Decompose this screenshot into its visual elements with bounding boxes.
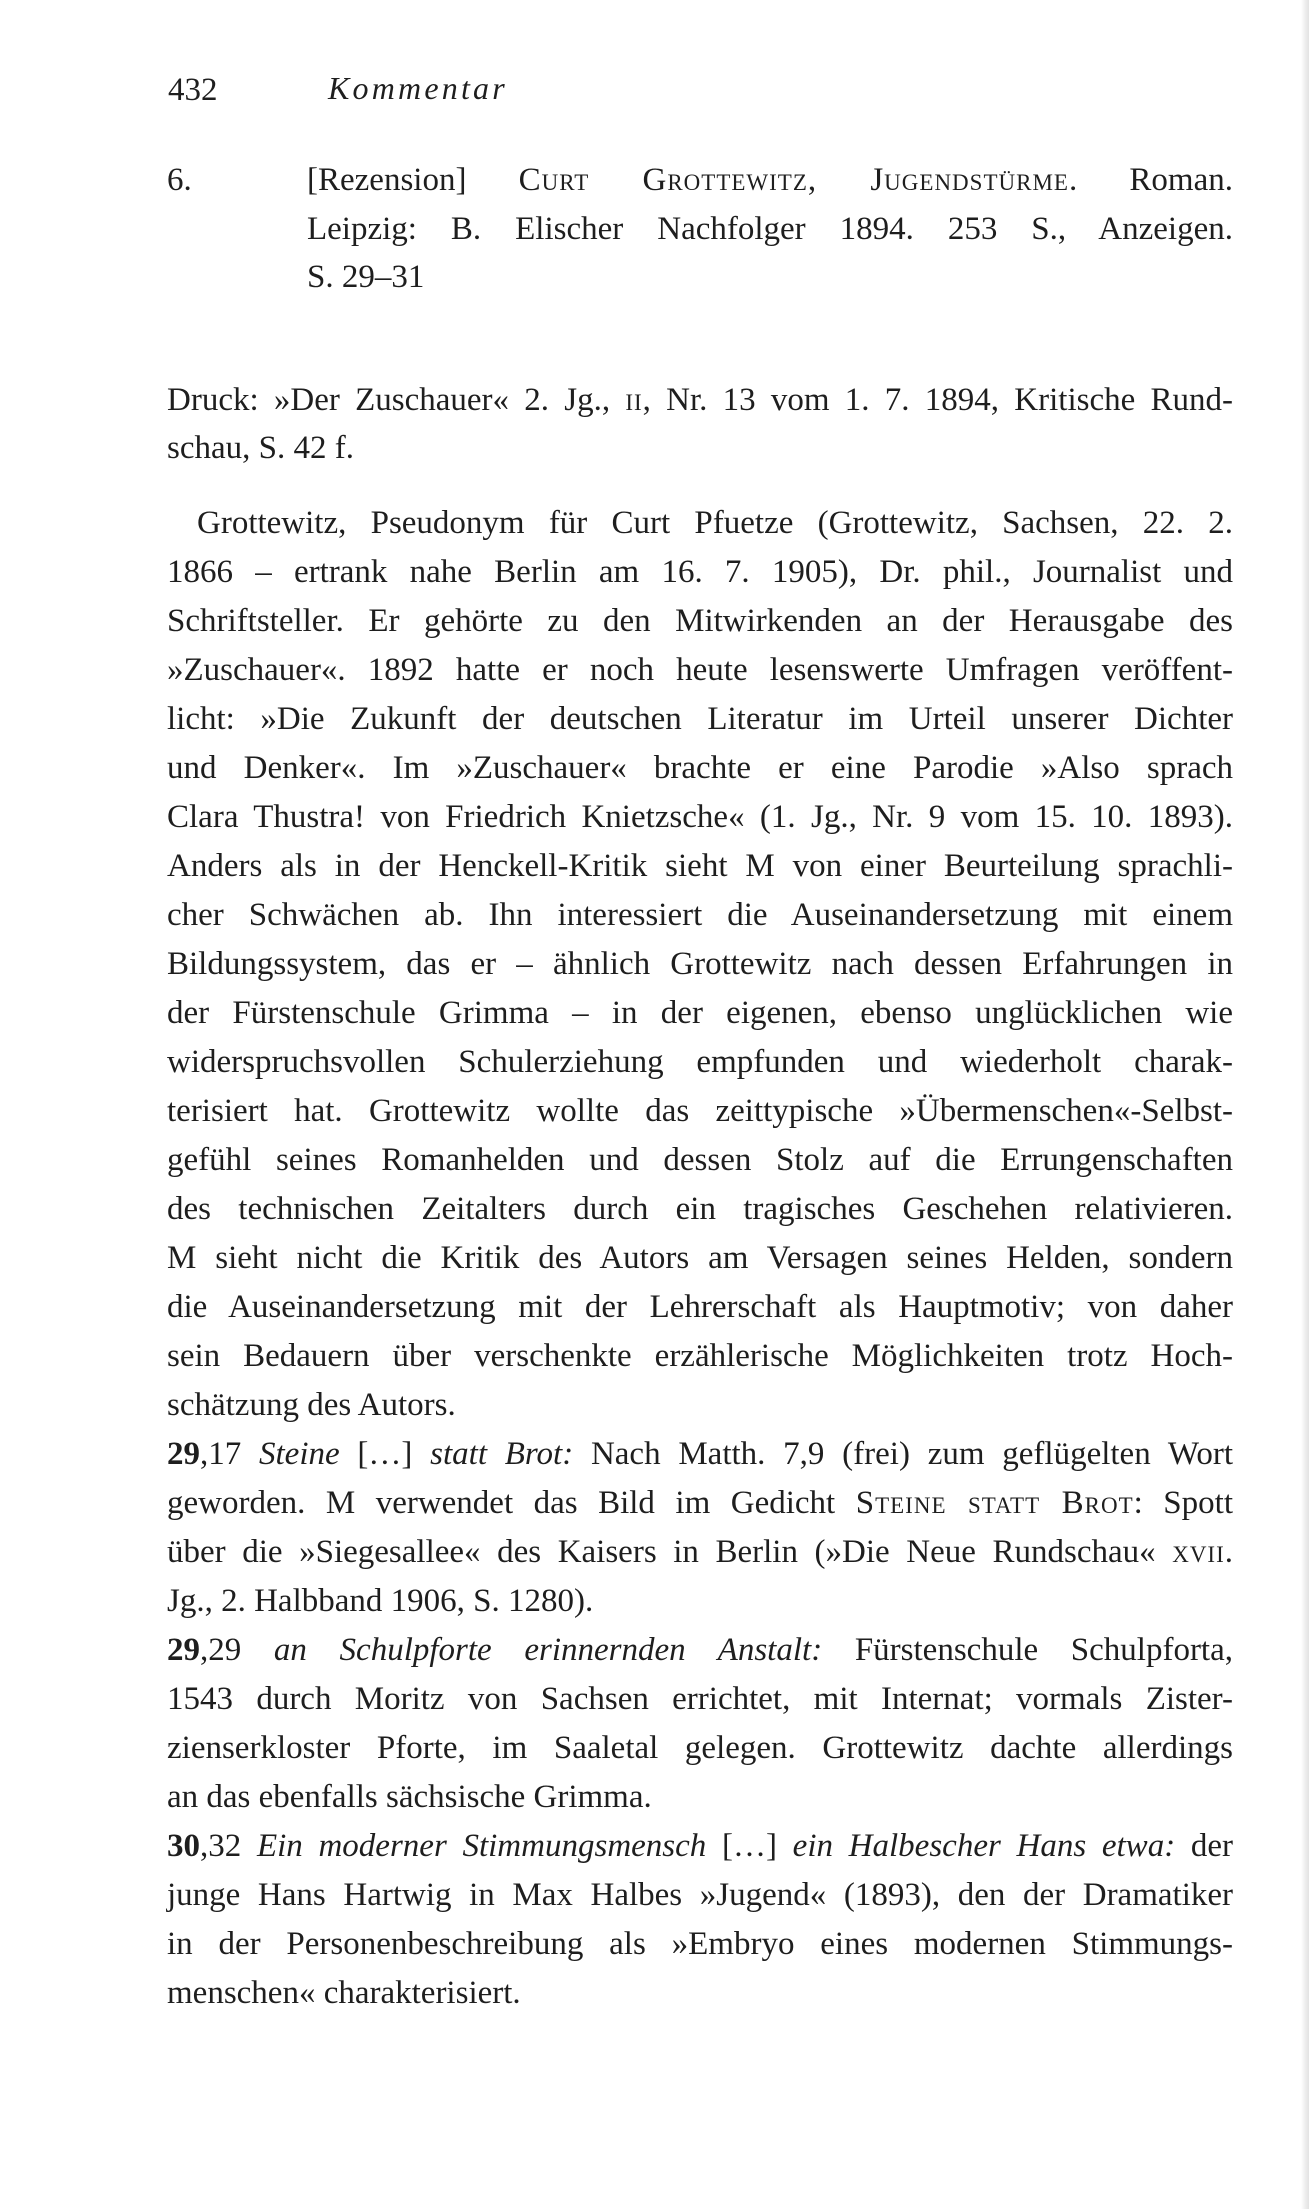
text-segment: Jg., 2. Halbband 1906, S. 1280). xyxy=(167,1583,594,1619)
commentary-line xyxy=(167,846,1233,886)
text-segment: der Fürstenschule Grimma – in der eigenen, ebenso unglücklichen wie xyxy=(167,995,1233,1031)
text-segment: , Nr. 13 vom 1. 7. 1894, Kritische Rund- xyxy=(642,382,1233,418)
text-segment: ,32 xyxy=(200,1828,257,1864)
text-segment: »Zuschauer«. 1892 hatte er noch heute lesenswerte Umfragen veröffent- xyxy=(167,652,1233,688)
lemma-text: ein Halbescher Hans etwa: xyxy=(792,1828,1176,1864)
text-segment: Anders als in der Henckell-Kritik sieht M von einer Beurteilung sprachli- xyxy=(167,848,1233,884)
commentary-line xyxy=(167,601,1233,641)
note-line xyxy=(167,1875,1233,1915)
text-segment: sein Bedauern über verschenkte erzählerische Möglichkeiten trotz Hoch- xyxy=(167,1338,1233,1374)
note-line xyxy=(167,1483,1233,1523)
entry-line xyxy=(307,209,1233,249)
text-segment: Fürstenschule Schulpforta, xyxy=(822,1632,1233,1668)
commentary-line xyxy=(167,748,1233,788)
commentary-line xyxy=(167,944,1233,984)
commentary-line xyxy=(167,797,1233,837)
commentary-line xyxy=(167,1336,1233,1376)
text-segment: . xyxy=(1224,1534,1233,1570)
text-segment: Nach Matth. 7,9 (frei) zum geflügelten Wort xyxy=(573,1436,1234,1472)
text-segment: Bildungssystem, das er – ähnlich Grottewitz nach dessen Erfahrungen in xyxy=(167,946,1233,982)
text-segment: zienserkloster Pforte, im Saaletal gelegen. Grottewitz dachte allerdings xyxy=(167,1730,1233,1766)
commentary-line xyxy=(167,1091,1233,1131)
text-segment: Druck: »Der Zuschauer« 2. Jg., xyxy=(167,382,626,418)
commentary-line xyxy=(167,1238,1233,1278)
commentary-line xyxy=(167,993,1233,1033)
text-segment: Grottewitz, Pseudonym für Curt Pfuetze (Grottewitz, Sachsen, 22. 2. xyxy=(197,505,1233,541)
commentary-line xyxy=(167,1385,1233,1425)
text-segment: an das ebenfalls sächsische Grimma. xyxy=(167,1779,652,1815)
commentary-line xyxy=(167,503,1233,543)
text-segment: [Rezension] xyxy=(307,162,519,198)
note-line-ref: 29 xyxy=(167,1436,200,1472)
text-segment: schätzung des Autors. xyxy=(167,1387,456,1423)
lemma-text: statt Brot: xyxy=(430,1436,574,1472)
text-segment: terisiert hat. Grottewitz wollte das zeittypische »Übermenschen«-Selbst- xyxy=(167,1093,1233,1129)
text-segment: gefühl seines Romanhelden und dessen Stolz auf die Errungenschaften xyxy=(167,1142,1233,1178)
text-segment: widerspruchsvollen Schulerziehung empfunden und wiederholt charak- xyxy=(167,1044,1233,1080)
commentary-line xyxy=(167,1140,1233,1180)
note-line-ref: 30 xyxy=(167,1828,200,1864)
lemma-text: Ein moderner Stimmungsmensch xyxy=(256,1828,707,1864)
commentary-line xyxy=(167,699,1233,739)
text-segment: . Roman. xyxy=(1068,162,1233,198)
text-segment: Clara Thustra! von Friedrich Knietzsche« (1. Jg., Nr. 9 vom 15. 10. 1893). xyxy=(167,799,1233,835)
entry-number: 6. xyxy=(167,162,192,198)
commentary-line xyxy=(167,1042,1233,1082)
text-segment: der xyxy=(1175,1828,1234,1864)
text-segment: M sieht nicht die Kritik des Autors am Versagen seines Helden, sondern xyxy=(167,1240,1233,1276)
text-segment: S. 29–31 xyxy=(307,259,425,295)
text-segment: cher Schwächen ab. Ihn interessiert die Auseinandersetzung mit einem xyxy=(167,897,1233,933)
text-segment: ,17 xyxy=(200,1436,260,1472)
note-line xyxy=(167,1630,1233,1670)
commentary-line xyxy=(167,1287,1233,1327)
text-segment: licht: »Die Zukunft der deutschen Literatur im Urteil unserer Dichter xyxy=(167,701,1233,737)
commentary-line xyxy=(167,895,1233,935)
text-segment: Leipzig: B. Elischer Nachfolger 1894. 253 S., Anzeigen. xyxy=(307,211,1233,247)
entry-line xyxy=(307,257,1233,297)
small-caps-text: xvii xyxy=(1172,1534,1225,1570)
commentary-line xyxy=(167,1189,1233,1229)
text-segment: […] xyxy=(339,1436,431,1472)
running-title: Kommentar xyxy=(328,70,508,106)
commentary-line xyxy=(167,650,1233,690)
small-caps-text: Curt Grottewitz, Jugendstürme xyxy=(518,162,1069,198)
note-line xyxy=(167,1826,1233,1866)
text-segment: ,29 xyxy=(200,1632,274,1668)
text-segment: schau, S. 42 f. xyxy=(167,430,354,466)
text-segment: und Denker«. Im »Zuschauer« brachte er eine Parodie »Also sprach xyxy=(167,750,1233,786)
paper-edge xyxy=(1301,0,1309,2209)
commentary-line xyxy=(167,552,1233,592)
text-segment: in der Personenbeschreibung als »Embryo eines modernen Stimmungs- xyxy=(167,1926,1233,1962)
text-segment: Schriftsteller. Er gehörte zu den Mitwirkenden an der Herausgabe des xyxy=(167,603,1233,639)
note-line xyxy=(167,1973,1233,2013)
note-line xyxy=(167,1679,1233,1719)
text-segment: des technischen Zeitalters durch ein tragisches Geschehen relativieren. xyxy=(167,1191,1233,1227)
text-segment: […] xyxy=(706,1828,793,1864)
text-segment: menschen« charakterisiert. xyxy=(167,1975,521,2011)
note-line xyxy=(167,1581,1233,1621)
text-segment: über die »Siegesallee« des Kaisers in Berlin (»Die Neue Rundschau« xyxy=(167,1534,1173,1570)
print-note-line xyxy=(167,380,1233,420)
text-segment: geworden. M verwendet das Bild im Gedicht xyxy=(167,1485,856,1521)
note-line-ref: 29 xyxy=(167,1632,200,1668)
note-line xyxy=(167,1434,1233,1474)
note-line xyxy=(167,1532,1233,1572)
text-segment: junge Hans Hartwig in Max Halbes »Jugend« (1893), den der Dramatiker xyxy=(167,1877,1233,1913)
print-note-line xyxy=(167,428,1233,468)
note-line xyxy=(167,1777,1233,1817)
note-line xyxy=(167,1924,1233,1964)
lemma-text: an Schulpforte erinnernden Anstalt: xyxy=(273,1632,823,1668)
small-caps-text: Steine statt Brot xyxy=(855,1485,1134,1521)
small-caps-text: ii xyxy=(625,382,643,418)
note-line xyxy=(167,1728,1233,1768)
text-segment: die Auseinandersetzung mit der Lehrerschaft als Hauptmotiv; von daher xyxy=(167,1289,1233,1325)
text-segment: 1543 durch Moritz von Sachsen errichtet, mit Internat; vormals Zister- xyxy=(167,1681,1233,1717)
entry-line xyxy=(307,160,1233,200)
lemma-text: Steine xyxy=(259,1436,340,1472)
page-number: 432 xyxy=(168,72,218,108)
text-segment: 1866 – ertrank nahe Berlin am 16. 7. 1905), Dr. phil., Journalist und xyxy=(167,554,1233,590)
text-segment: : Spott xyxy=(1133,1485,1233,1521)
